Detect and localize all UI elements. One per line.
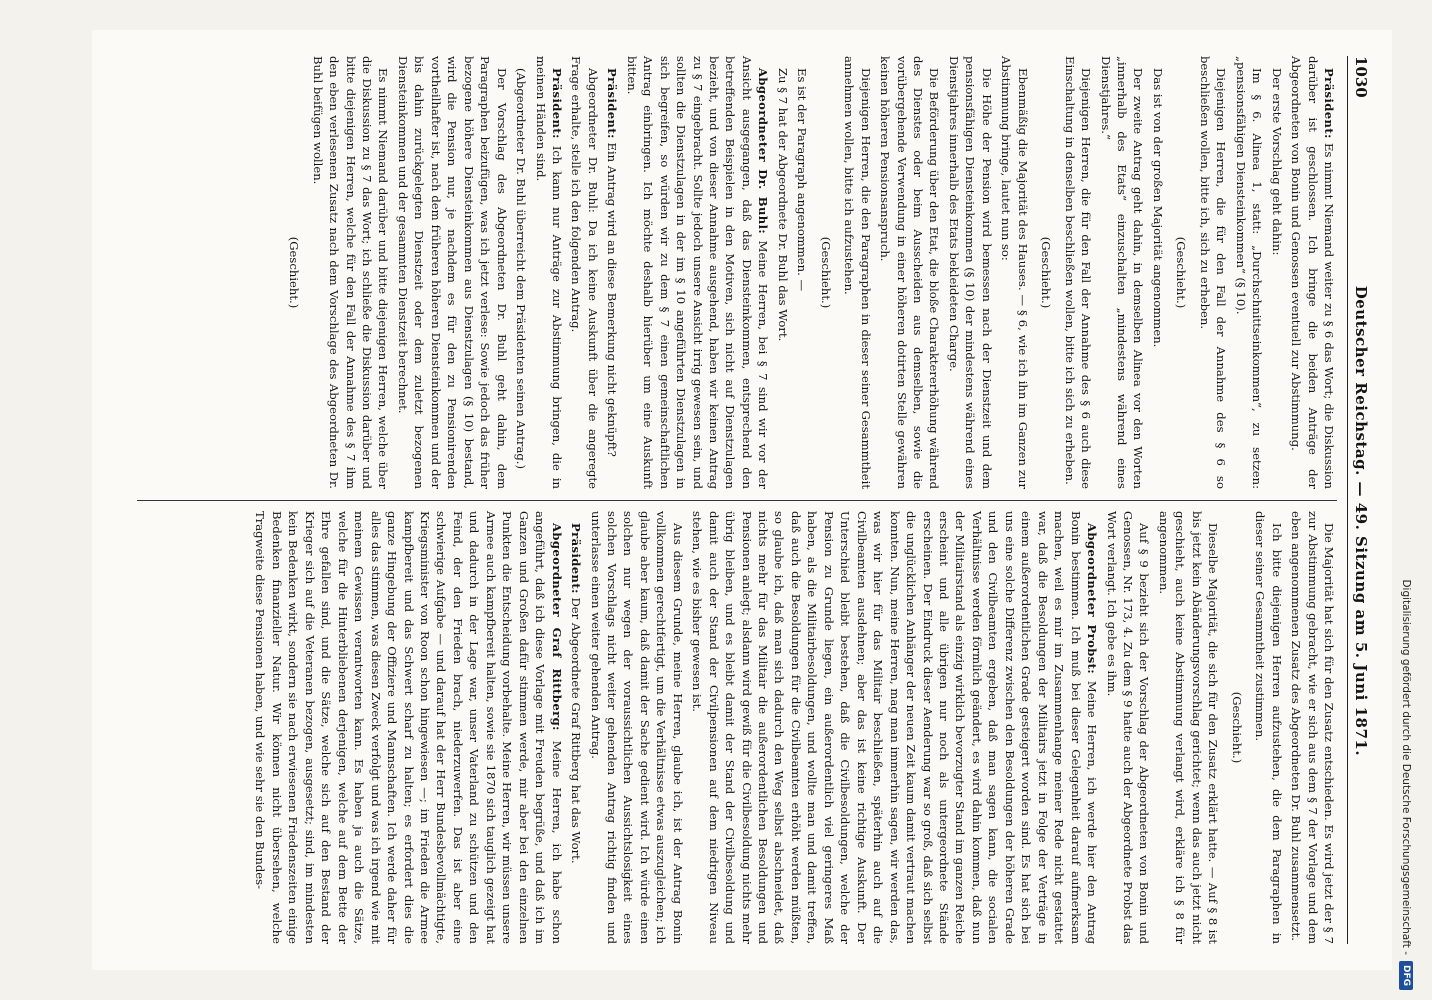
speech-text: Der Abgeordnete Graf Rittberg hat das Wort. — [569, 597, 584, 864]
stage-direction: (Geschieht.) — [818, 236, 833, 309]
paragraph: Im § 6. Alinea 1, statt: „Durchschnittseinkommen“, zu setzen: „pensionsfähigen Diensteinkommen“ (§ 10). — [1233, 56, 1265, 489]
speaker-name: Präsident: — [549, 68, 564, 139]
speech-paragraph — [568, 511, 584, 944]
stage-direction: (Geschieht.) — [1174, 236, 1189, 309]
paragraph: Die Majorität hat sich für den Zusatz entschieden. Es wird jetzt der § 7 zur Abstimmung gebracht, wie er sich aus dem § 7 der Vorlage und dem eben angenommenen Zusatz des Abgeordneten Dr. Buhl zusammensetzt. — [1289, 511, 1336, 944]
speech-paragraph — [689, 511, 1100, 944]
paragraph: Diejenigen Herren, die für den Fall der Annahme des § 6 so beschließen wollen, bitte ich, sich zu erheben. — [1197, 56, 1229, 489]
speech-text: Es nimmt Niemand weiter zu § 6 das Wort; die Diskussion darüber ist geschlossen. Ich bringe die beiden Anträge der Abgeordneten von Bonin und Genossen eventuell zur Abstimmung. — [1289, 56, 1336, 490]
speech-text: Meine Herren, ich habe schon angeführt, daß ich diese Vorlage mit Freuden begrüße, und daß ich im Ganzen und Großen dafür stimmen werde, mir aber bei den einzelnen Punkten die Entscheidung vorbehalte. Meine Herren, wir müssen unsere Armee auch kampfbereit halten, sowie sie 1870 sich tauglich gezeigt hat und dadurch in der Lage war, unser Vaterland zu schützen und den Feind, der den Frieden brach, niederzuwerfen. Das ist aber eine schwierige Aufgabe — und darauf hat der Herr Bundesbevollmächtigte, Kriegsminister von Roon schon hingewiesen —; im Frieden die Armee kampfbereit und das Schwert scharf zu halten; es erfordert dies die ganze Hingebung der Offiziere und Mannschaften. Ich werde daher für alles das stimmen, was diesen Zweck verfolgt und was ich irgend wie mit meinem Gewissen verantworten kann. Es haben ja auch die Sätze, welche für die Hinterbliebenen derjenigen, welche auf dem Bette der Ehre gefallen sind, und die Sätze, welche sich auf den Bestand der Krieger sich auf die Veteranen bezogen, ausgesetzt; sind, im mindesten kein Bedenken wirkt, sondern sie nach erwiesenen Friedenszeiten einige Bedenken finanzieller Natur. Wir können nicht übersehen, welche Tragweite diese Pensionen haben, und wie sehr sie den Bundes- — [253, 511, 564, 944]
speaker-name: Abgeordneter Graf Rittberg: — [549, 523, 564, 731]
speaker-name: Präsident: — [569, 523, 584, 594]
running-title: Deutscher Reichstag. — 49. Sitzung am 5. Juni 1871. — [1352, 285, 1370, 757]
speech-paragraph — [252, 511, 565, 944]
text-columns — [137, 56, 1337, 944]
speech-paragraph — [604, 56, 620, 489]
paragraph: Der erste Vorschlag geht dahin: — [1269, 68, 1284, 256]
speech-text: Meine Herren, bei § 7 sind wir vor der Ansicht ausgegangen, daß das Diensteinkommen, entsprechend den betreffenden Beispielen in den Motiven, sich nicht auf Dienstzulagen bezieht, und von dieser Annahme ausgehend, haben wir keinen Antrag zu § 7 eingebracht. Sollte jedoch unsere Ansicht irrig gewesen sein, und sollten die Dienstzulagen in der im § 10 angeführten Dienstzulagen in sich begreifen, so würden wir zu dem § 7 einen gemeinschaftlichen Antrag einbringen. Ich möchte deshalb hierüber um eine Auskunft bitten. — [624, 56, 771, 490]
paragraph: Der Vorschlag des Abgeordneten Dr. Buhl geht dahin, dem Paragraphen beizufügen, was ich jetzt verlese: Sowie jedoch das früher bezogene höhere Diensteinkommen aus Dienstzulagen (§ 10) bestand, wird die Pension nur, je nachdem es für den zu Pensionirenden vortheilhafter ist, nach dem früheren höheren Diensteinkommen und der bis dahin zurückgelegten Dienstzeit oder dem zuletzt bezogenen Diensteinkommen und der gesammten Dienstzeit berechnet. — [395, 56, 509, 489]
paragraph: Zu § 7 hat der Abgeordnete Dr. Buhl das Wort. — [775, 68, 790, 342]
speaker-name: Abgeordneter Probst: — [1085, 523, 1100, 675]
speech-text: Ich kann nur Anträge zur Abstimmung bringen, die in meinen Händen sind. — [533, 56, 564, 490]
scanned-page — [92, 30, 1392, 970]
stage-direction: (Geschieht.) — [287, 236, 302, 309]
paragraph: Auf § 9 bezieht sich der Vorschlag der Abgeordneten von Bonin und Genossen, Nr. 173, 4. Zu dem § 9 hatte auch der Abgeordnete Probst das Wort verlangt. Ich gebe es ihm. — [1104, 511, 1152, 944]
paragraph: Es ist der Paragraph angenommen. — — [795, 68, 810, 292]
paragraph: Das ist von der großen Majorität angenommen. — [1150, 68, 1165, 348]
paragraph: Abgeordneter Dr. Buhl: Da ich keine Auskunft über die angeregte Frage erhalte, stelle ich den folgenden Antrag. — [569, 56, 600, 489]
paragraph: Es nimmt Niemand darüber und bitte diejenigen Herren, welche über die Diskussion zu § 7 das Wort; ich schließe die Diskussion darüber und bitte diejenigen Herren, welche für den Fall der Annahme des § 7 ihm den eben verlesenen Zusatz nach dem Vorschlage des Abgeordneten Dr. Buhl beifügen wollen. — [310, 56, 391, 489]
paragraph: Die Höhe der Pension wird bemessen nach der Dienstzeit und dem pensionsfähigen Diensteinkommen (§ 10) der mindestens während eines Dienstjahres innerhalb des Etats bekleideten Charge. — [946, 56, 994, 489]
right-column — [137, 511, 1337, 944]
speech-text: Ein Antrag wird an diese Bemerkung nicht geknüpft? — [605, 142, 620, 457]
stage-direction: (Geschieht.) — [1229, 691, 1244, 764]
stage-direction: (Geschieht.) — [1039, 236, 1054, 309]
digitization-credit — [1395, 10, 1417, 990]
speech-text: Meine Herren, ich werde hier den Antrag Bonin bestimmen. Ich muß bei dieser Gelegenheit darauf aufmerksam machen, weil es mir im Zusammenhange meiner Rede nicht gestattet war, daß die Besoldungen der Militairs jetzt in Folge der Verträge in einem außerordentlichen Grade gesteigert worden sind. Es hat sich bei uns eine solche Differenz zwischen den Besoldungen der höheren Grade und den Civilbeamten ergeben, daß man sagen kann, die socialen Verhältnisse werden förmlich geändert, es wird dahin kommen, daß nun der Militairstand als einzig wirklich bevorzugter Stand im ganzen Reiche erscheint und alle übrigen nur noch als untergeordnete Stände erscheinen. Der Eindruck dieser Aenderung war so groß, daß sich selbst die unglücklichen Anhänger der neuen Zeit kaum damit vertraut machen konnten. Nun, meine Herren, mag man immerhin sagen, wir werden das, was wir hier für das Militair beschließen, späterhin auch auf die Civilbeamten ausdehnen; aber das ist keine richtige Auskunft. Der Unterschied bleibt bestehen, daß die Civilbesoldungen, welche der Pension zu Grunde liegen, ein außerordentlich viel geringeres Maß haben, als die Militairbesoldungen, und wollte man und damit treffen, daß auch die Besoldungen für die Civilbeamten erhöht werden müßten, so glaube ich, daß man sich dadurch den Weg selbst abschneidet, daß nichts mehr für das Militair die außerordentlichen Besoldungen und Pensionen anlegt; alsdann wird gewiß für die Civilbesoldung nichts mehr übrig bleiben, und es bleibt damit der Stand der Civilbesoldung und damit auch der Stand der Civilpensionen auf dem niedrigen Niveau stehen, wie es bisher gewesen ist. — [690, 511, 1100, 945]
paragraph: Aus diesem Grunde, meine Herren, glaube ich, ist der Antrag Bonin vollkommen gerechtfertigt, um die Verhältnisse etwas auszugleichen; ich glaube aber kaum, daß damit der Sache gedient wird. Ich würde einen solchen nur wegen der voraussichtlichen Aussichtslosigkeit eines solchen Vorschlags nicht weiter gehenden Antrag richtig finden und unterlasse einen weiter gehenden Antrag. — [588, 511, 685, 944]
column-divider — [137, 500, 1337, 501]
credit-text: Digitalisierung gefördert durch die Deutsche Forschungsgemeinschaft - — [1400, 579, 1412, 955]
speech-paragraph — [532, 56, 565, 489]
paragraph: Diejenigen Herren, die den Paragraphen in dieser seiner Gesammtheit annehmen wollen, bitte ich aufzustehen. — [842, 56, 873, 489]
left-column — [137, 56, 1337, 489]
paragraph: Diejenigen Herren, die für den Fall der Annahme des § 6 auch diese Einschaltung in denselben beschließen wollen, bitte ich sich zu erheben. — [1062, 56, 1094, 489]
paragraph: Der zweite Antrag geht dahin, in demselben Alinea vor den Worten „innerhalb des Etats“ einzuschalten „mindestens während eines Dienstjahres.“ — [1098, 56, 1146, 489]
paragraph: (Abgeordneter Dr. Buhl überreicht dem Präsidenten seinen Antrag.) — [514, 68, 529, 469]
paragraph: Dieselbe Majorität, die sich für den Zusatz erklärt hatte. — Auf § 8 ist bis jetzt kein Abänderungsvorschlag gerichtet; wenn das auch jetzt nicht geschieht, auch keine Abstimmung verlangt wird, erkläre ich § 8 für angenommen. — [1156, 511, 1221, 944]
paragraph: Die Beförderung über den Etat, die bloße Charaktererhöhung während des Dienstes oder beim Ausscheiden aus demselben, sowie die vorübergehende Verwendung in einer höheren dotirten Stelle gewähren keinen höheren Pensionsanspruch. — [878, 56, 942, 489]
speech-paragraph — [1288, 56, 1337, 489]
speaker-name: Präsident: — [605, 68, 620, 139]
paragraph: Ich bitte diejenigen Herren aufzustehen, die dem Paragraphen in dieser seiner Gesammtheit zustimmen. — [1253, 511, 1284, 944]
page-number: 1030 — [1352, 56, 1370, 98]
running-header — [1347, 56, 1370, 944]
speech-paragraph — [623, 56, 771, 489]
dfg-logo: DFG — [1399, 961, 1413, 990]
paragraph: Ebenmäßig die Majorität des Hauses. — § 6, wie ich ihn im Ganzen zur Abstimmung bringe, lautet nun so: — [999, 56, 1030, 489]
speaker-name: Präsident: — [1322, 68, 1336, 139]
speaker-name: Abgeordneter Dr. Buhl: — [756, 68, 771, 235]
